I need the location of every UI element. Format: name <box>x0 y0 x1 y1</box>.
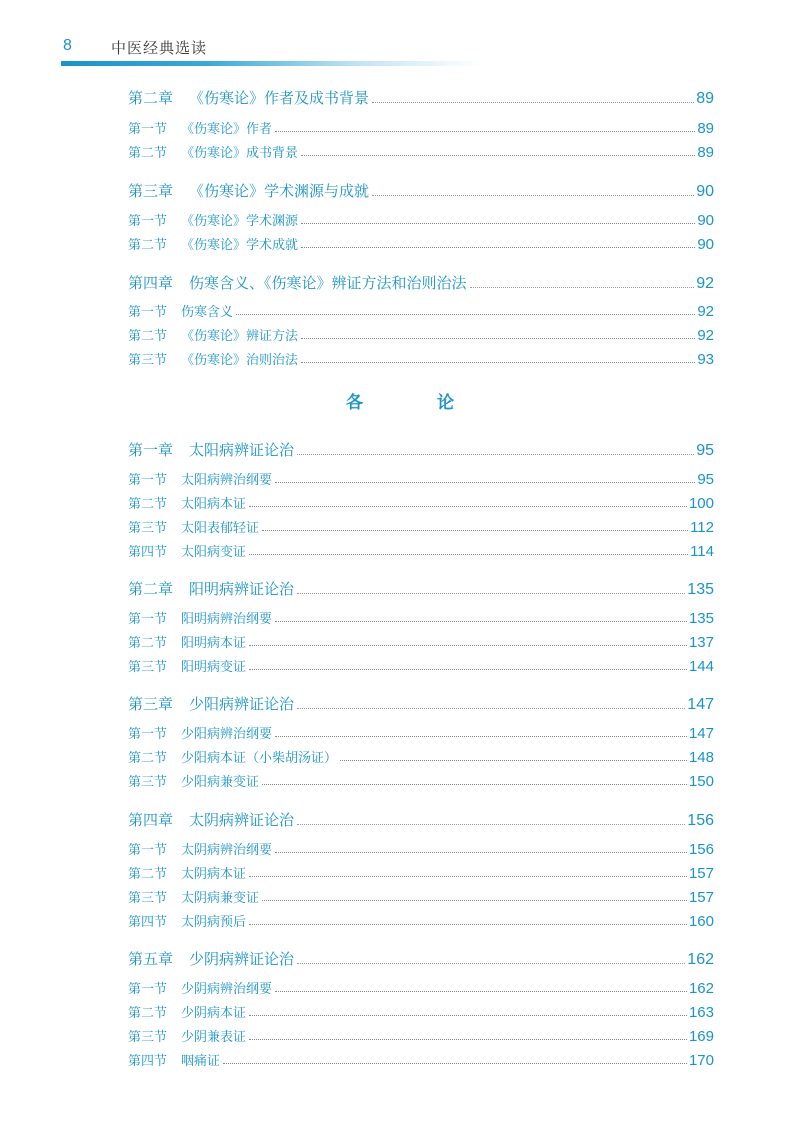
toc-entry-title: 太阳病本证 <box>181 497 247 512</box>
toc-entry-number: 第一节 <box>128 727 168 742</box>
toc-entry-label <box>128 493 246 512</box>
toc-entry-number: 第三节 <box>128 1030 168 1045</box>
toc-section-entry[interactable] <box>128 1025 714 1045</box>
toc-leader-dots <box>297 824 685 825</box>
toc-section-entry[interactable] <box>128 886 714 906</box>
toc-entry-title: 阳明病本证 <box>181 636 247 651</box>
toc-entry-number: 第一节 <box>128 305 168 320</box>
toc-entry-label <box>128 978 272 997</box>
toc-leader-dots <box>301 155 695 156</box>
toc-section-entry[interactable] <box>128 233 714 253</box>
toc-entry-number: 第三节 <box>128 775 168 790</box>
toc-entry-label <box>128 839 272 858</box>
toc-entry-number: 第一节 <box>128 982 168 997</box>
toc-leader-dots <box>249 1015 687 1016</box>
toc-section-entry[interactable] <box>128 209 714 229</box>
toc-chapter-entry[interactable] <box>128 692 714 714</box>
toc-leader-dots <box>301 362 695 363</box>
toc-entry-page: 156 <box>688 841 714 858</box>
toc-entry-page: 95 <box>697 471 714 488</box>
toc-entry-page: 137 <box>688 634 714 651</box>
toc-entry-title: 伤寒含义、《伤寒论》辨证方法和治则治法 <box>189 274 467 292</box>
toc-entry-number: 第三节 <box>128 521 168 536</box>
toc-entry-title: 少阳病辨证论治 <box>189 695 295 713</box>
toc-entry-title: 《伤寒论》学术渊源与成就 <box>189 182 370 200</box>
toc-entry-page: 100 <box>688 495 714 512</box>
toc-entry-label <box>128 723 272 742</box>
toc-entry-title: 少阴兼表证 <box>181 1030 247 1045</box>
toc-entry-label <box>128 911 246 930</box>
toc-leader-dots <box>275 131 695 132</box>
toc-entry-label <box>128 325 298 344</box>
toc-entry-label <box>128 948 294 969</box>
toc-entry-number: 第二章 <box>128 89 174 107</box>
page-header <box>0 0 800 70</box>
toc-entry-title: 《伤寒论》治则治法 <box>181 353 299 368</box>
toc-entry-title: 少阳病本证（小柴胡汤证） <box>181 751 338 766</box>
book-title: 中医经典选读 <box>111 39 208 57</box>
toc-entry-label <box>128 771 259 790</box>
toc-entry-page: 148 <box>688 749 714 766</box>
toc-entry-number: 第一节 <box>128 473 168 488</box>
toc-entry-number: 第四章 <box>128 811 174 829</box>
toc-entry-title: 少阴病辨证论治 <box>189 950 295 968</box>
toc-leader-dots <box>297 593 685 594</box>
toc-entry-number: 第三章 <box>128 695 174 713</box>
toc-entry-title: 太阳病变证 <box>181 545 247 560</box>
toc-entry-page: 93 <box>697 351 714 368</box>
toc-entry-label <box>128 272 467 293</box>
toc-entry-label <box>128 632 246 651</box>
toc-entry-page: 160 <box>688 913 714 930</box>
toc-leader-dots <box>262 784 687 785</box>
toc-entry-number: 第一节 <box>128 122 168 137</box>
toc-entry-title: 少阳病辨治纲要 <box>181 727 273 742</box>
toc-leader-dots <box>236 314 695 315</box>
toc-entry-title: 阳明病变证 <box>181 660 247 675</box>
toc-entry-label <box>128 349 298 368</box>
toc-entry-title: 太阳病辨治纲要 <box>181 473 273 488</box>
toc-entry-page: 112 <box>690 519 714 536</box>
toc-entry-number: 第四节 <box>128 1054 168 1069</box>
toc-entry-title: 《伤寒论》成书背景 <box>181 146 299 161</box>
toc-entry-label <box>128 469 272 488</box>
toc-leader-dots <box>262 530 688 531</box>
toc-chapter-entry[interactable] <box>128 947 714 969</box>
toc-entry-label <box>128 87 369 108</box>
toc-entry-title: 少阳病兼变证 <box>181 775 260 790</box>
toc-entry-label <box>128 578 294 599</box>
toc-entry-label <box>128 234 298 253</box>
toc-entry-title: 少阴病本证 <box>181 1006 247 1021</box>
toc-entry-title: 咽痛证 <box>181 1054 221 1069</box>
toc-entry-page: 89 <box>696 90 714 107</box>
toc-section-entry[interactable] <box>128 977 714 997</box>
toc-entry-label <box>128 541 246 560</box>
toc-chapter-entry[interactable] <box>128 438 714 460</box>
toc-entry-number: 第五章 <box>128 950 174 968</box>
toc-entry-number: 第三节 <box>128 353 168 368</box>
toc-leader-dots <box>262 900 687 901</box>
toc-entry-label <box>128 1002 246 1021</box>
toc-leader-dots <box>372 195 694 196</box>
toc-entry-title: 阳明病辨证论治 <box>189 580 295 598</box>
toc-leader-dots <box>372 102 694 103</box>
toc-entry-page: 163 <box>688 1004 714 1021</box>
toc-entry-number: 第二节 <box>128 636 168 651</box>
toc-section-entry[interactable] <box>128 117 714 137</box>
toc-entry-number: 第二节 <box>128 497 168 512</box>
toc-entry-number: 第一节 <box>128 214 168 229</box>
toc-entry-title: 太阳表郁轻证 <box>181 521 260 536</box>
toc-entry-title: 太阴病辨证论治 <box>189 811 295 829</box>
toc-entry-page: 170 <box>688 1052 714 1069</box>
toc-entry-label <box>128 863 246 882</box>
toc-entry-page: 114 <box>690 543 714 560</box>
toc-entry-number: 第三节 <box>128 660 168 675</box>
toc-entry-label <box>128 210 298 229</box>
toc-leader-dots <box>275 621 687 622</box>
toc-section-entry[interactable] <box>128 838 714 858</box>
toc-entry-title: 太阳病辨证论治 <box>189 441 295 459</box>
toc-section-entry[interactable] <box>128 862 714 882</box>
toc-chapter-entry[interactable] <box>128 271 714 293</box>
toc-leader-dots <box>470 287 695 288</box>
page-number: 8 <box>63 37 72 54</box>
toc-entry-label <box>128 1050 220 1069</box>
toc-section-entry[interactable] <box>128 324 714 344</box>
toc-entry-number: 第一节 <box>128 612 168 627</box>
toc-entry-number: 第二章 <box>128 580 174 598</box>
toc-section-entry[interactable] <box>128 348 714 368</box>
toc-entry-label <box>128 142 298 161</box>
toc-entry-title: 太阴病辨治纲要 <box>181 843 273 858</box>
toc-leader-dots <box>297 454 694 455</box>
toc-entry-page: 157 <box>688 889 714 906</box>
toc-section-entry[interactable] <box>128 910 714 930</box>
toc-leader-dots <box>249 554 688 555</box>
toc-entry-page: 144 <box>688 658 714 675</box>
toc-section-entry[interactable] <box>128 722 714 742</box>
toc-entry-label <box>128 517 259 536</box>
toc-entry-page: 89 <box>697 144 714 161</box>
toc-entry-title: 《伤寒论》学术成就 <box>181 238 299 253</box>
toc-section-entry[interactable] <box>128 300 714 320</box>
toc-section-entry[interactable] <box>128 468 714 488</box>
toc-section-entry[interactable] <box>128 770 714 790</box>
toc-entry-title: 太阴病兼变证 <box>181 891 260 906</box>
toc-section-entry[interactable] <box>128 746 714 766</box>
toc-entry-page: 135 <box>687 581 714 598</box>
toc-chapter-entry[interactable] <box>128 577 714 599</box>
toc-entry-number: 第二节 <box>128 751 168 766</box>
toc-entry-label <box>128 656 246 675</box>
toc-leader-dots <box>297 708 685 709</box>
toc-leader-dots <box>223 1063 687 1064</box>
toc-entry-title: 《伤寒论》作者及成书背景 <box>189 89 370 107</box>
toc-leader-dots <box>249 876 687 877</box>
toc-entry-title: 太阴病本证 <box>181 867 247 882</box>
toc-entry-number: 第二节 <box>128 329 168 344</box>
toc-leader-dots <box>249 924 687 925</box>
toc-chapter-entry[interactable] <box>128 179 714 201</box>
toc-entry-page: 157 <box>688 865 714 882</box>
toc-entry-page: 92 <box>696 275 714 292</box>
toc-leader-dots <box>275 852 687 853</box>
toc-entry-number: 第三章 <box>128 182 174 200</box>
toc-section-entry[interactable] <box>128 607 714 627</box>
toc-leader-dots <box>301 223 695 224</box>
toc-entry-page: 169 <box>688 1028 714 1045</box>
toc-entry-page: 90 <box>696 183 714 200</box>
toc-entry-title: 阳明病辨治纲要 <box>181 612 273 627</box>
toc-section-entry[interactable] <box>128 1001 714 1021</box>
toc-entry-label <box>128 608 272 627</box>
toc-entry-number: 第二节 <box>128 1006 168 1021</box>
toc-entry-title: 《伤寒论》辨证方法 <box>181 329 299 344</box>
toc-leader-dots <box>249 669 687 670</box>
toc-section-entry[interactable] <box>128 655 714 675</box>
toc-entry-title: 《伤寒论》作者 <box>181 122 273 137</box>
part-title: 各 论 <box>346 393 488 413</box>
toc-leader-dots <box>275 991 687 992</box>
toc-entry-title: 太阴病预后 <box>181 915 247 930</box>
toc-leader-dots <box>301 338 695 339</box>
toc-entry-number: 第一章 <box>128 441 174 459</box>
toc-entry-title: 《伤寒论》学术渊源 <box>181 214 299 229</box>
toc-chapter-entry[interactable] <box>128 86 714 108</box>
toc-entry-page: 150 <box>688 773 714 790</box>
toc-leader-dots <box>340 760 687 761</box>
toc-entry-number: 第三节 <box>128 891 168 906</box>
toc-entry-page: 162 <box>687 951 714 968</box>
toc-entry-page: 92 <box>697 327 714 344</box>
toc-leader-dots <box>275 736 687 737</box>
toc-entry-page: 90 <box>697 236 714 253</box>
toc-section-entry[interactable] <box>128 516 714 536</box>
toc-leader-dots <box>249 1039 687 1040</box>
toc-entry-page: 92 <box>697 303 714 320</box>
toc-leader-dots <box>275 482 695 483</box>
toc-entry-number: 第二节 <box>128 238 168 253</box>
toc-entry-label <box>128 747 337 766</box>
toc-section-entry[interactable] <box>128 141 714 161</box>
toc-entry-page: 135 <box>688 610 714 627</box>
header-rule <box>61 61 481 66</box>
toc-leader-dots <box>249 506 687 507</box>
toc-entry-page: 90 <box>697 212 714 229</box>
toc-leader-dots <box>301 247 695 248</box>
toc-entry-label <box>128 693 294 714</box>
toc-entry-label <box>128 180 369 201</box>
toc-entry-page: 95 <box>696 442 714 459</box>
toc-entry-label <box>128 809 294 830</box>
toc-section-entry[interactable] <box>128 492 714 512</box>
toc-chapter-entry[interactable] <box>128 808 714 830</box>
toc-entry-title: 少阴病辨治纲要 <box>181 982 273 997</box>
toc-entry-label <box>128 887 259 906</box>
toc-entry-number: 第四节 <box>128 915 168 930</box>
toc-entry-page: 147 <box>688 725 714 742</box>
toc-entry-page: 162 <box>688 980 714 997</box>
toc-entry-label <box>128 118 272 137</box>
toc-entry-number: 第四节 <box>128 545 168 560</box>
toc-section-entry[interactable] <box>128 631 714 651</box>
toc-entry-page: 89 <box>697 120 714 137</box>
toc-entry-label <box>128 1026 246 1045</box>
toc-entry-label <box>128 439 294 460</box>
toc-section-entry[interactable] <box>128 1049 714 1069</box>
toc-entry-number: 第四章 <box>128 274 174 292</box>
toc-entry-number: 第二节 <box>128 867 168 882</box>
toc-entry-number: 第二节 <box>128 146 168 161</box>
toc-entry-number: 第一节 <box>128 843 168 858</box>
toc-entry-page: 156 <box>687 812 714 829</box>
toc-entry-page: 147 <box>687 696 714 713</box>
toc-entry-label <box>128 301 233 320</box>
toc-leader-dots <box>249 645 687 646</box>
toc-entry-title: 伤寒含义 <box>181 305 234 320</box>
toc-section-entry[interactable] <box>128 540 714 560</box>
toc-leader-dots <box>297 963 685 964</box>
